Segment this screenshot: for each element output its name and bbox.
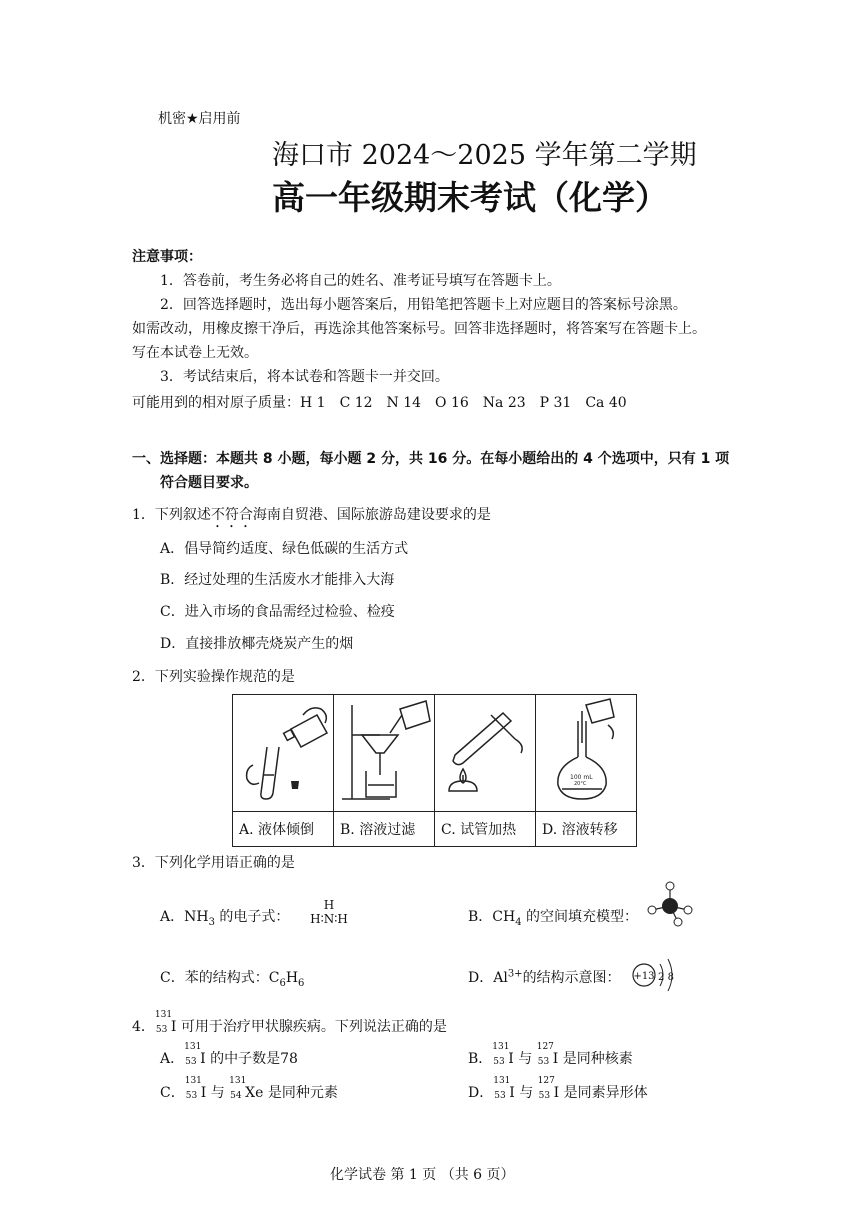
q3-option-a: A．$NH_3$ 的电子式： (160, 909, 290, 928)
q1-option-c: C．进入市场的食品需经过检验、检疫 (160, 604, 395, 620)
q2-operations-table (232, 694, 637, 847)
nh3-electron-formula: H H∶N∶H (310, 898, 348, 926)
q4-stem: 4． 131 53 I 可用于治疗甲状腺疾病。下列说法正确的是 (132, 1010, 447, 1035)
confidential-mark: 机密★启用前 (158, 111, 241, 127)
flask-label-volume: 100 mL (570, 774, 593, 781)
notice-item-2b: 如需改动，用橡皮擦干净后，再选涂其他答案标号。回答非选择题时，将答案写在答题卡上。 (132, 321, 706, 337)
exam-title-line2: 高一年级期末考试（化学） (272, 178, 668, 217)
q1-option-b: B．经过处理的生活废水才能排入大海 (160, 572, 395, 588)
q4-option-b: B． 131 53 I 与 127 53 I 是同种核素 (468, 1042, 633, 1067)
q3-option-b: B．$CH_4$ 的空间填充模型： (468, 909, 639, 928)
page-footer: 化学试卷 第 1 页 （共 6 页） (330, 1167, 515, 1183)
q3-option-c: C．苯的结构式：$C_6H_6$ (160, 970, 305, 989)
section-heading-cont: 符合题目要求。 (160, 475, 258, 491)
q2-caption-a: A. 液体倾倒 (233, 812, 334, 847)
q1-option-d: D．直接排放椰壳烧炭产生的烟 (160, 636, 354, 652)
q1-option-a: A．倡导简约适度、绿色低碳的生活方式 (160, 541, 409, 557)
notice-item-3: 3．考试结束后，将本试卷和答题卡一并交回。 (160, 369, 449, 385)
ch4-space-filling-model (644, 880, 696, 930)
heating-illustration (435, 695, 536, 812)
filtration-illustration (334, 695, 435, 812)
notice-item-2a: 2．回答选择题时，选出每小题答案后，用铅笔把答题卡上对应题目的答案标号涂黑。 (160, 297, 687, 313)
q3-option-d: D．$Al^{3+}$的结构示意图： (468, 968, 621, 986)
al3-structure-diagram (630, 954, 680, 996)
notice-heading: 注意事项： (132, 249, 202, 265)
notice-item-2c: 写在本试卷上无效。 (132, 345, 258, 361)
exam-title-line1: 海口市 2024～2025 学年第二学期 (272, 140, 697, 171)
notice-item-1: 1．答卷前，考生务必将自己的姓名、准考证号填写在答题卡上。 (160, 273, 561, 289)
q1-stem: 1．下列叙述不符合海南自贸港、国际旅游岛建设要求的是 (132, 507, 491, 523)
q4-option-d: D． 131 53 I 与 127 53 I 是同素异形体 (468, 1076, 648, 1101)
q2-caption-c: C. 试管加热 (435, 812, 536, 847)
flask-label-temp: 20°C (574, 781, 587, 787)
q2-caption-b: B. 溶液过滤 (334, 812, 435, 847)
q2-stem: 2．下列实验操作规范的是 (132, 669, 295, 685)
q4-option-c: C． 131 53 I 与 131 54 Xe 是同种元素 (160, 1076, 338, 1101)
q1-emphasis: 不符合 (210, 507, 253, 523)
al3-nucleus: +13 (633, 971, 655, 982)
q2-caption-d: D. 溶液转移 (536, 812, 637, 847)
atomic-masses: 可能用到的相对原子质量：H 1 C 12 N 14 O 16 Na 23 P 31 Ca 40 (132, 395, 627, 411)
q3-stem: 3．下列化学用语正确的是 (132, 855, 295, 871)
pouring-illustration (233, 695, 334, 812)
q4-option-a: A． 131 53 I 的中子数是78 (160, 1042, 298, 1067)
section-heading: 一、选择题：本题共 8 小题，每小题 2 分，共 16 分。在每小题给出的 4 个选项中，只有 1 项 (132, 451, 730, 467)
transfer-illustration (536, 695, 637, 812)
al3-shells: 2 8 (658, 972, 674, 983)
